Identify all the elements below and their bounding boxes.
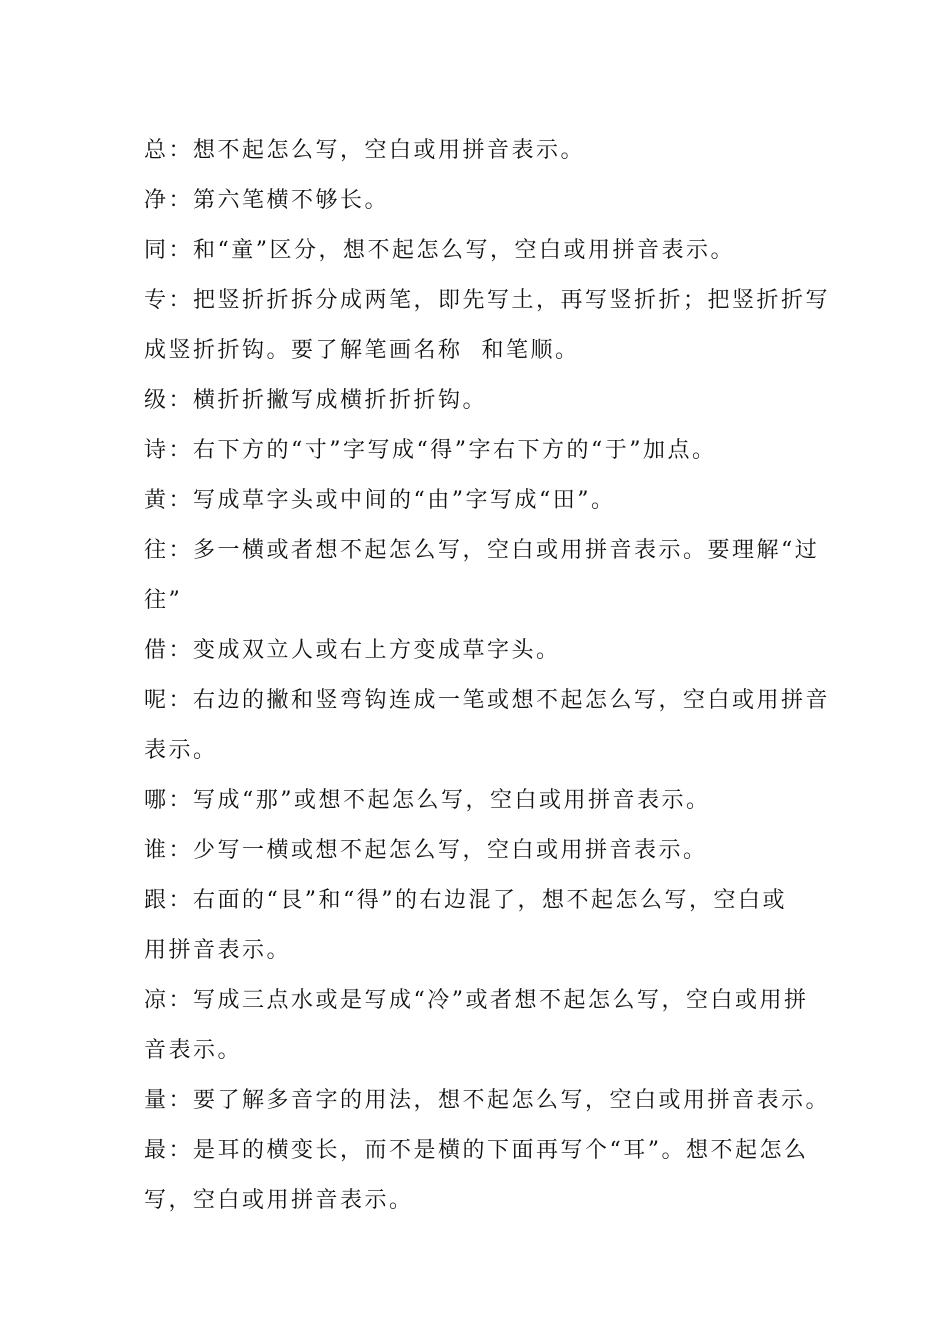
- text-line: 往：多一横或者想不起怎么写，空白或用拼音表示。要理解“过: [144, 538, 820, 563]
- text-line: 往”: [144, 588, 183, 613]
- text-line: 表示。: [144, 738, 218, 763]
- text-line: 级：横折折撇写成横折折折钩。: [144, 388, 488, 413]
- document-body: [144, 126, 831, 1226]
- text-line: 写，空白或用拼音表示。: [144, 1188, 414, 1213]
- text-line: 成竖折折钩。要了解笔画名称 和笔顺。: [144, 338, 580, 363]
- text-line: 谁：少写一横或想不起怎么写，空白或用拼音表示。: [144, 838, 708, 863]
- text-line: 最：是耳的横变长，而不是横的下面再写个“耳”。想不起怎么: [144, 1138, 809, 1163]
- text-line: 黄：写成草字头或中间的“由”字写成“田”。: [144, 488, 616, 513]
- text-line: 哪：写成“那”或想不起怎么写，空白或用拼音表示。: [144, 788, 711, 813]
- text-line: 跟：右面的“艮”和“得”的右边混了，想不起怎么写，空白或: [144, 888, 787, 913]
- text-line: 专：把竖折折拆分成两笔，即先写土，再写竖折折；把竖折折写: [144, 288, 831, 313]
- text-line: 量：要了解多音字的用法，想不起怎么写，空白或用拼音表示。: [144, 1088, 831, 1113]
- text-line: 凉：写成三点水或是写成“冷”或者想不起怎么写，空白或用拼: [144, 988, 809, 1013]
- text-line: 净：第六笔横不够长。: [144, 188, 390, 213]
- text-line: 同：和“童”区分，想不起怎么写，空白或用拼音表示。: [144, 238, 735, 263]
- text-line: 总：想不起怎么写，空白或用拼音表示。: [144, 138, 586, 163]
- text-line: 诗：右下方的“寸”字写成“得”字右下方的“于”加点。: [144, 438, 717, 463]
- text-line: 呢：右边的撇和竖弯钩连成一笔或想不起怎么写，空白或用拼音: [144, 688, 831, 713]
- text-line: 借：变成双立人或右上方变成草字头。: [144, 638, 561, 663]
- text-line: 用拼音表示。: [144, 938, 292, 963]
- text-line: 音表示。: [144, 1038, 243, 1063]
